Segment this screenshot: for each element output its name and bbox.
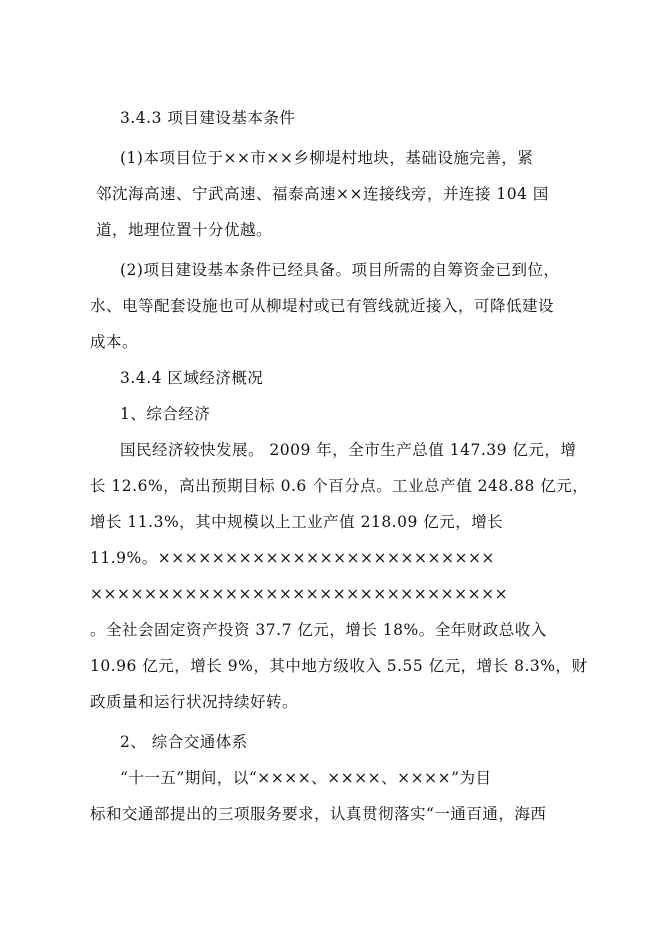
paragraph-line: “十一五”期间，以“××××、××××、××××”为目 [120,769,492,787]
paragraph-line: 11.9%。××××××××××××××××××××××××× [90,549,495,567]
paragraph-line: 10.96 亿元，增长 9%，其中地方级收入 5.55 亿元，增长 8.3%，财 [90,657,588,675]
paragraph-line: 。全社会固定资产投资 37.7 亿元，增长 18%。全年财政总收入 [90,621,547,639]
paragraph-line: 长 12.6%，高出预期目标 0.6 个百分点。工业总产值 248.88 亿元， [90,477,589,495]
paragraph-line: 国民经济较快发展。 2009 年，全市生产总值 147.39 亿元，增 [120,441,577,459]
paragraph-line: 成本。 [90,333,139,351]
paragraph-line: 水、电等配套设施也可从柳堤村或已有管线就近接入，可降低建设 [90,297,555,315]
paragraph-line: 标和交通部提出的三项服务要求，认真贯彻落实“一通百通，海西 [90,805,547,823]
heading-3-4-4: 3.4.4 区域经济概况 [120,369,264,387]
subheading-2: 2、 综合交通体系 [120,733,248,751]
paragraph-line: ××××××××××××××××××××××××××××××× [90,585,509,603]
paragraph-line: 道，地理位置十分优越。 [96,221,273,239]
paragraph-line: (1)本项目位于××市××乡柳堤村地块，基础设施完善，紧 [120,149,534,167]
paragraph-line: (2)项目建设基本条件已经具备。项目所需的自筹资金已到位， [120,261,560,279]
paragraph-line: 邻沈海高速、宁武高速、福泰高速××连接线旁，并连接 104 国 [96,185,549,203]
heading-3-4-3: 3.4.3 项目建设基本条件 [120,109,296,127]
paragraph-line: 增长 11.3%，其中规模以上工业产值 218.09 亿元，增长 [90,513,504,531]
subheading-1: 1、综合经济 [120,405,211,423]
paragraph-line: 政质量和运行状况持续好转。 [90,693,299,711]
